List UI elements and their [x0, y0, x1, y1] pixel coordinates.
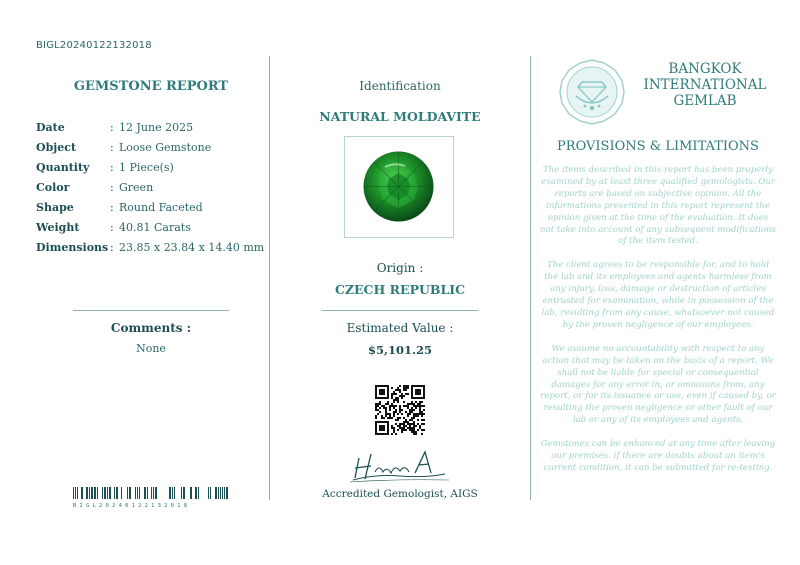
- origin-divider: [322, 310, 478, 311]
- detail-label: Quantity: [36, 161, 90, 174]
- detail-colon: :: [110, 161, 114, 174]
- barcode-text: BIGL20240122132018: [73, 503, 191, 509]
- lab-name-line: GEMLAB: [673, 93, 737, 109]
- detail-row-quantity: [36, 161, 266, 181]
- gem-image-frame: [344, 136, 454, 238]
- detail-value: 12 June 2025: [119, 121, 194, 134]
- detail-colon: :: [110, 141, 114, 154]
- detail-label: Shape: [36, 201, 74, 214]
- detail-value: 40.81 Carats: [119, 221, 191, 234]
- report-id: BIGL20240122132018: [36, 40, 152, 51]
- detail-row-date: [36, 121, 266, 141]
- signature: [345, 446, 455, 486]
- detail-colon: :: [110, 221, 114, 234]
- lab-logo: [558, 58, 626, 126]
- provision-paragraph: Gemstones can be enhanced at any time after leaving our premises. if there are doubts about an item's current condition, it can be submitted for re-testing.: [540, 439, 776, 473]
- estimated-value: $5,101.25: [367, 343, 433, 357]
- comments-divider: [73, 310, 229, 311]
- lab-name: [640, 61, 770, 109]
- identification-label: Identification: [359, 79, 441, 93]
- estimated-value-label: Estimated Value :: [346, 321, 454, 335]
- lab-name-line: INTERNATIONAL: [643, 77, 767, 93]
- detail-label: Date: [36, 121, 65, 134]
- lab-name-line: BANGKOK: [668, 61, 742, 77]
- detail-colon: :: [110, 241, 114, 254]
- detail-row-shape: [36, 201, 266, 221]
- qr-code[interactable]: [375, 385, 425, 435]
- provisions-title: PROVISIONS & LIMITATIONS: [557, 139, 759, 154]
- detail-row-dimensions: [36, 241, 266, 261]
- detail-label: Object: [36, 141, 77, 154]
- detail-value: Round Faceted: [119, 201, 203, 214]
- detail-row-object: [36, 141, 266, 161]
- detail-value: Green: [119, 181, 154, 194]
- detail-colon: :: [110, 121, 114, 134]
- detail-label: Weight: [36, 221, 80, 234]
- signer-title: Accredited Gemologist, AIGS: [322, 488, 478, 500]
- comments-value: None: [136, 342, 166, 355]
- detail-value: Loose Gemstone: [119, 141, 212, 154]
- provision-paragraph: The client agrees to be responsible for, and to hold the lab and its employees and agents harmless from any injury, loss, damage or destruction of articles entrusted for examination, while in possession of the lab, resulting from any cause, whatsoever not caused by the proven negligence of our employees.: [541, 260, 775, 330]
- origin-value: CZECH REPUBLIC: [334, 282, 466, 297]
- detail-colon: :: [110, 181, 114, 194]
- report-title: GEMSTONE REPORT: [73, 79, 229, 94]
- gem-image: [345, 137, 452, 236]
- comments-label: Comments :: [110, 321, 192, 335]
- right-divider: [530, 56, 531, 500]
- origin-label: Origin :: [376, 261, 424, 275]
- detail-label: Dimensions: [36, 241, 109, 254]
- detail-value: 23.85 x 23.84 x 14.40 mm: [119, 241, 265, 254]
- detail-row-color: [36, 181, 266, 201]
- provision-paragraph: We assume no accountability with respect to any action that may be taken on the basis of a report. We shall not be liable for special or consequential damages for any error in, or omissions from, any report, or for its issuance or use, even if caused by, or resulting the proven negligence or other fault of our lab or any of its employees and agents.: [540, 343, 776, 426]
- detail-row-weight: [36, 221, 266, 241]
- detail-colon: :: [110, 201, 114, 214]
- provision-paragraph: The items described in this report has been properly examined by at least three qualified gemologists. Our reports are based on subjective opinion. All the informations presented in this report represent the opinion given at the time of the evaluation. It does not take into account of any subsequent modifications of the item tested.: [540, 165, 776, 247]
- detail-label: Color: [36, 181, 70, 194]
- detail-value: 1 Piece(s): [119, 161, 174, 174]
- barcode-bars: [73, 487, 230, 499]
- barcode: [73, 484, 230, 509]
- gem-name: NATURAL MOLDAVITE: [319, 109, 481, 124]
- provisions-text: [540, 165, 776, 487]
